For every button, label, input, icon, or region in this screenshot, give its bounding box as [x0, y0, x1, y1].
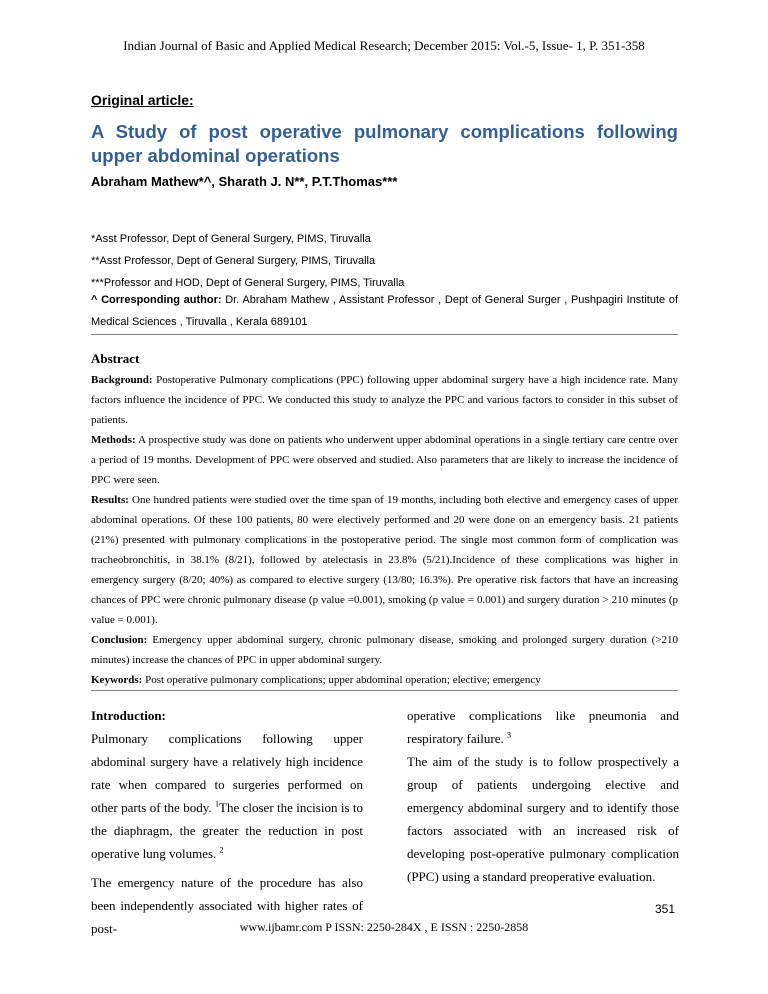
abstract-methods: [91, 430, 678, 490]
citation-1: 1: [215, 799, 220, 809]
abstract-background: [91, 370, 678, 430]
introduction-right-column: [407, 704, 679, 888]
divider-top: [91, 334, 678, 335]
affiliation-2: **Asst Professor, Dept of General Surgery, PIMS, Tiruvalla: [91, 255, 376, 267]
results-label: Results:: [91, 494, 129, 506]
article-type-label: Original article:: [91, 92, 194, 108]
footer-line: www.ijbamr.com P ISSN: 2250-284X , E ISSN : 2250-2858: [239, 920, 529, 934]
conclusion-label: Conclusion:: [91, 634, 148, 646]
journal-header: Indian Journal of Basic and Applied Medical Research; December 2015: Vol.-5, Issue- 1, P. 351-358: [123, 38, 645, 53]
introduction-paragraph-1: [91, 727, 363, 865]
introduction-heading: Introduction:: [91, 708, 166, 723]
page-number: 351: [655, 902, 676, 916]
keywords-label: Keywords:: [91, 674, 143, 686]
article-title: A Study of post operative pulmonary complications following upper abdominal operations: [91, 121, 678, 166]
intro-p2-text: The emergency nature of the procedure has also been independently associated with higher rates of post-: [91, 875, 363, 936]
introduction-left-column: [91, 704, 363, 940]
intro-p1-text: Pulmonary complications following upper abdominal surgery have a relatively high incidence rate when compared to surgeries performed on other parts of the body.: [91, 731, 363, 815]
background-label: Background:: [91, 374, 153, 386]
methods-label: Methods:: [91, 434, 136, 446]
conclusion-text: Emergency upper abdominal surgery, chronic pulmonary disease, smoking and prolonged surgery duration (>210 minutes) increase the chances of PPC in upper abdominal surgery.: [91, 634, 678, 666]
abstract-heading: Abstract: [91, 351, 140, 366]
affiliation-3: ***Professor and HOD, Dept of General Surgery, PIMS, Tiruvalla: [91, 277, 405, 289]
corresponding-author-text: Dr. Abraham Mathew , Assistant Professor , Dept of General Surger , Pushpagiri Institute of Medical Sciences , Tiruvalla , Kerala 689101: [91, 294, 679, 328]
abstract-section: [91, 348, 678, 690]
background-text: Postoperative Pulmonary complications (PPC) following upper abdominal surgery have a high incidence rate. Many factors influence the incidence of PPC. We conducted this study to analyze the PPC and various factors to consider in this subset of patients.: [91, 374, 679, 426]
keywords-text: Post operative pulmonary complications; upper abdominal operation; elective; emergency: [145, 674, 541, 686]
intro-p1-text-2: The closer the incision is to the diaphragm, the greater the reduction in post operative lung volumes.: [91, 800, 363, 861]
citation-3: 3: [506, 730, 511, 740]
results-text: One hundred patients were studied over the time span of 19 months, including both elective and emergency cases of upper abdominal operations. Of these 100 patients, 80 were electively performed and 20 were done on an emergency basis. 21 patients (21%) presented with pulmonary complications in the postoperative period. The single most common form of complication was tracheobronchitis, in 38.1% (8/21), followed by atelectasis in 23.8% (5/21).Incidence of these complications was higher in emergency surgery (8/20; 40%) as compared to elective surgery (13/80; 16.3%). Pre operative risk factors that have an increasing chances of PPC were chronic pulmonary disease (p value =0.001), smoking (p value = 0.001) and surgery duration > 210 minutes (p value = 0.001).: [91, 494, 679, 626]
authors: Abraham Mathew*^, Sharath J. N**, P.T.Thomas***: [91, 174, 398, 189]
affiliation-1: *Asst Professor, Dept of General Surgery, PIMS, Tiruvalla: [91, 233, 371, 245]
introduction-paragraph-3: The aim of the study is to follow prospectively a group of patients undergoing elective and emergency abdominal surgery and to identify those factors associated with an increased risk of developing post-operative pulmonary complication (PPC) using a standard preoperative evaluation.: [407, 754, 679, 884]
abstract-results: [91, 490, 678, 630]
citation-2: 2: [219, 845, 224, 855]
corresponding-author: [91, 289, 678, 333]
methods-text: A prospective study was done on patients who underwent upper abdominal operations in a single tertiary care centre over a period of 19 months. Development of PPC were observed and studied. Also parameters that are likely to increase the incidence of PPC were seen.: [91, 434, 678, 486]
divider-bottom: [91, 690, 678, 691]
abstract-keywords: [91, 670, 678, 690]
abstract-conclusion: [91, 630, 678, 670]
corresponding-author-label: ^ Corresponding author:: [91, 294, 222, 306]
introduction-paragraph-2-continued: operative complications like pneumonia and respiratory failure. $^3$: [407, 708, 679, 746]
